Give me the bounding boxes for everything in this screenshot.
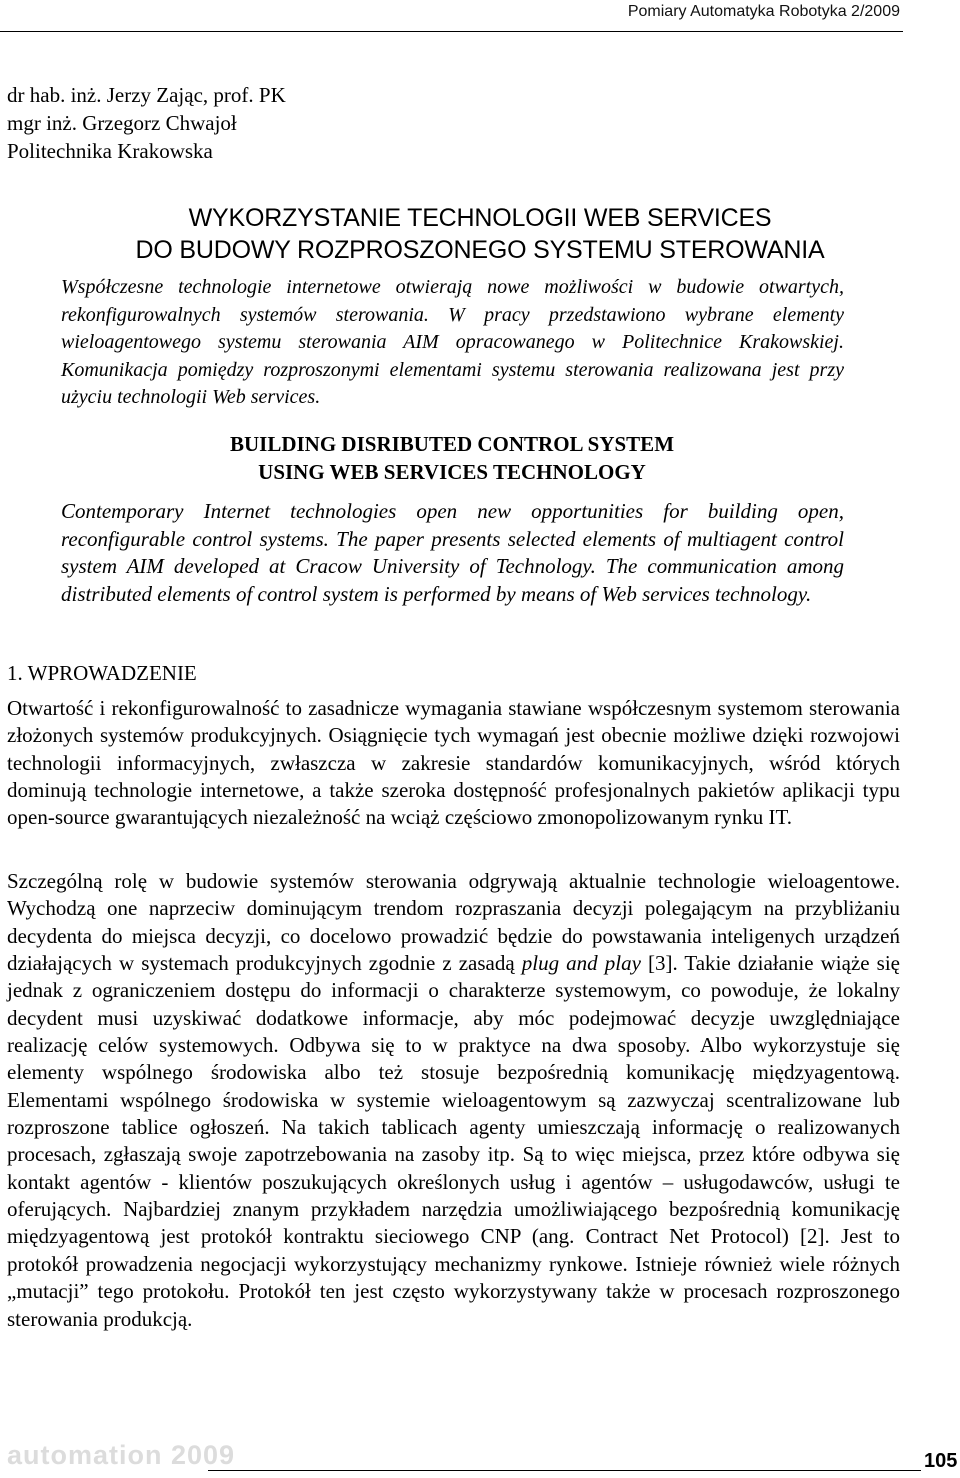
author-block — [7, 81, 286, 165]
paragraph-2-part-1: Szczególną rolę w budowie systemów sterowania odgrywają aktualnie technologie wieloagentowe. Wychodzą one naprzeciw dominującym trendom rozpraszania decyzji polegającym na przybliżaniu decydenta do miejsca decyzji, co docelowo prowadzić będzie do powstawania inteligenych urządzeń działających w systemach produkcyjnych zgodnie z zasadą — [7, 869, 900, 976]
footer-rule — [208, 1470, 921, 1471]
title-polish-line-1: WYKORZYSTANIE TECHNOLOGII WEB SERVICES — [188, 204, 772, 232]
automation-logo: automation 2009 — [7, 1440, 236, 1470]
body-paragraph-1: Otwartość i rekonfigurowalność to zasadnicze wymagania stawiane współczesnym systemom sterowania złożonych systemów produkcyjnych. Osiągnięcie tych wymagań jest obecnie możliwe dzięki rozwojowi technologii informacyjnych, zwłaszcza w zakresie standardów komunikacyjnych, wśród których dominują technologie internetowe, a także szeroka dostępność profesjonalnych pakietów aplikacji typu open-source gwarantujących niezależność na wciąż częściowo zmonopolizowanym rynku IT. — [7, 696, 900, 830]
abstract-polish: Współczesne technologie internetowe otwierają nowe możliwości w budowie otwartych, rekonfigurowalnych systemów sterowania. W pracy przedstawiono wybrane elementy wieloagentowego systemu sterowania AIM opracowanego w Politechnice Krakowskiej. Komunikacja pomiędzy rozproszonymi elementami systemu sterowania realizowana jest przy użyciu technologii Web services. — [61, 276, 844, 408]
title-english-line-2: USING WEB SERVICES TECHNOLOGY — [258, 460, 646, 484]
title-polish — [0, 202, 960, 266]
title-polish-line-2: DO BUDOWY ROZPROSZONEGO SYSTEMU STEROWANIA — [135, 236, 825, 264]
author-2: mgr inż. Grzegorz Chwajoł — [7, 111, 237, 135]
affiliation: Politechnika Krakowska — [7, 139, 213, 163]
body-paragraph-2 — [7, 868, 900, 1333]
page-header — [0, 0, 960, 38]
abstract-english: Contemporary Internet technologies open new opportunities for building open, reconfigurable control systems. The paper presents selected elements of multiagent control system AIM developed at Cracow University of Technology. The communication among distributed elements of control system is performed by means of Web services technology. — [61, 499, 844, 606]
plug-and-play-term: plug and play — [521, 951, 641, 976]
title-english-line-1: BUILDING DISRIBUTED CONTROL SYSTEM — [229, 432, 675, 456]
section-heading: 1. WPROWADZENIE — [7, 661, 197, 685]
paragraph-2-part-2: [3]. Takie działanie wiąże się jednak z ograniczeniem dostępu do informacji o charakterze systemowym, co powoduje, że lokalny decydent musi uzyskiwać dodatkowe informacje, aby móc podejmować decyzje uwzględniające realizację celów systemowych. Odbywa się to w praktyce na dwa sposoby. Albo wykorzystuje się elementy wspólnego środowiska albo też stosuje bezpośrednią komunikację międzyagentową. Elementami wspólnego środowiska w systemie wieloagentowym są zazwyczaj scentralizowane lub rozproszone tablice ogłoszeń. Na takich tablicach agenty umieszczają informację o realizowanych procesach, zgłaszają swoje zapotrzebowania na zasoby itp. Są to więc miejsca, przez które odbywa się kontakt agentów - klientów poszukujących określonych usług i agentów – usługodawców, usługi te oferujących. Najbardziej znanym przykładem narzędzia umożliwiającego bezpośrednią komunikację międzyagentową jest protokół kontraktu sieciowego CNP (ang. Contract Net Protocol) [2]. Jest to protokół prowadzenia negocjacji wykorzystujący mechanizmy rynkowe. Istnieje również wiele różnych „mutacji” tego protokołu. Protokół ten jest często wykorzystywany także w procesach rozproszonego sterowania produkcją. — [7, 951, 900, 1331]
author-1: dr hab. inż. Jerzy Zając, prof. PK — [7, 83, 286, 107]
title-english — [0, 430, 904, 486]
page-number: 105 — [924, 1450, 958, 1472]
header-rule — [0, 31, 903, 32]
journal-header: Pomiary Automatyka Robotyka 2/2009 — [627, 3, 900, 20]
